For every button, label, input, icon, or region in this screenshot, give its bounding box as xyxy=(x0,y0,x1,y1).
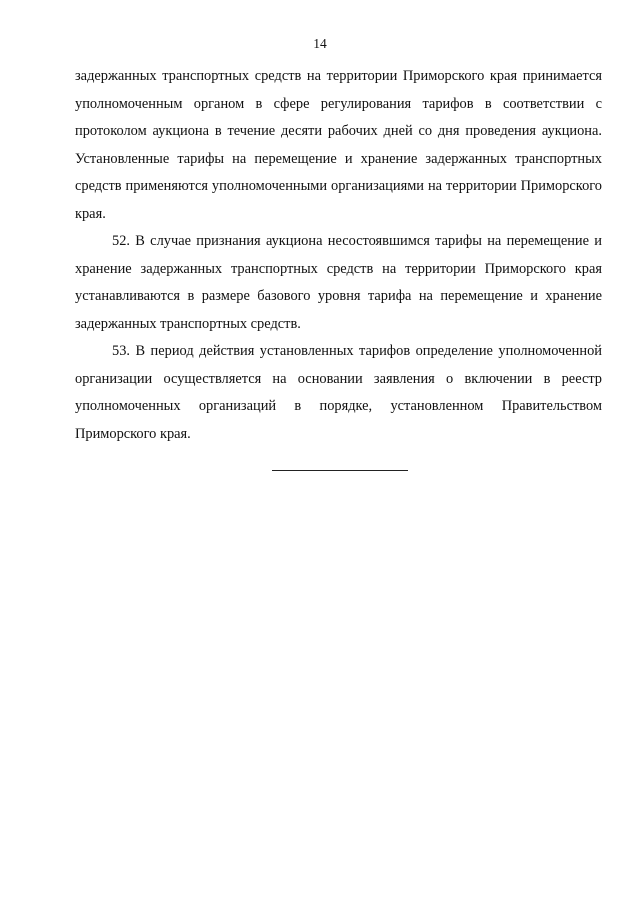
end-of-document-rule xyxy=(272,470,408,471)
page-number: 14 xyxy=(313,36,327,51)
paragraph-text: задержанных транспортных средств на территории Приморского края принимается уполномоченным органом в сфере регулирования тарифов в соответствии с протоколом аукциона в течение десяти рабочих дней со дня проведения аукциона. Установленные тарифы на перемещение и хранение задержанных транспортных средств применяются уполномоченными организациями на территории Приморского края. xyxy=(75,68,602,222)
paragraph-number: 52. xyxy=(112,233,130,249)
paragraph-text: В случае признания аукциона несостоявшимся тарифы на перемещение и хранение задержанных транспортных средств на территории Приморского края устанавливаются в размере базового уровня тарифа на перемещение и хранение задержанных транспортных средств. xyxy=(75,233,602,332)
paragraph-continuation xyxy=(75,63,602,228)
paragraph-number: 53. xyxy=(112,343,130,359)
paragraph-52 xyxy=(75,228,602,338)
document-body xyxy=(75,63,602,448)
paragraph-text: В период действия установленных тарифов определение уполномоченной организации осуществляется на основании заявления о включении в реестр уполномоченных организаций в порядке, установленном Правительством Приморского края. xyxy=(75,343,602,442)
paragraph-53 xyxy=(75,338,602,448)
